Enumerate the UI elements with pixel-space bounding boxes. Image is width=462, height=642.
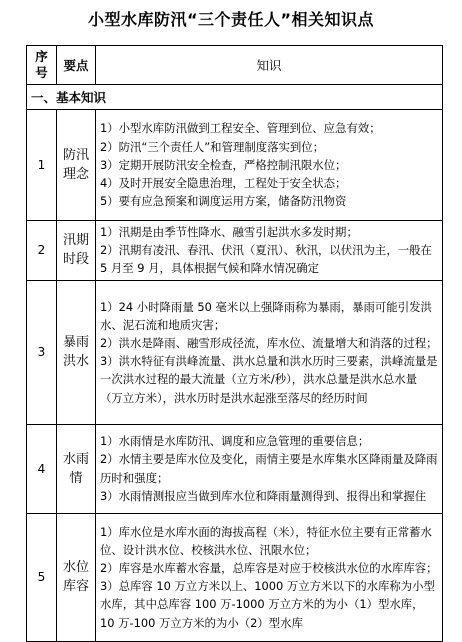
table-row: [27, 424, 443, 513]
table-header-row: [27, 46, 443, 85]
row-content: [96, 424, 443, 513]
row-number: 4: [27, 424, 57, 513]
content-line: 1）水雨情是水库防汛、调度和应急管理的重要信息；: [100, 434, 370, 449]
row-key-line: 情: [69, 470, 83, 486]
section-row: [27, 85, 443, 110]
knowledge-table: [26, 45, 443, 642]
content-line: 3）洪水特征有洪峰流量、洪水总量和洪水历时三要素，洪峰流量是一次洪水过程的最大流量（立方米/秒），洪水总量是洪水总水量（万立方米），洪水历时是洪水起涨至落尽的经历时间: [100, 354, 438, 405]
table-row: [27, 280, 443, 424]
row-key-line: 库容: [62, 579, 89, 595]
row-number: 5: [27, 513, 57, 641]
row-number: 3: [27, 280, 57, 424]
row-key: [57, 110, 96, 221]
row-key-line: 洪水: [62, 354, 89, 370]
content-line: 2）水情主要是库水位及变化，雨情主要是水库集水区降雨量及降雨历时和强度；: [100, 452, 438, 485]
section-title: 一、基本知识: [27, 85, 443, 110]
page-title: 小型水库防汛“三个责任人”相关知识点: [87, 10, 375, 29]
content-line: 1）24 小时降雨量 50 毫米以上强降雨称为暴雨，暴雨可能引发洪水、泥石流和地质灾害；: [100, 299, 432, 332]
row-content: [96, 513, 443, 641]
content-line: 2）汛期有凌汛、春汛、伏汛（夏汛）、秋汛，以伏汛为主，一般在 5 月至 9 月，具体根据气候和降水情况确定: [100, 243, 432, 276]
row-number: 2: [27, 221, 57, 281]
content-line: 3）定期开展防汛安全检查，严格控制汛限水位；: [100, 157, 347, 172]
content-line: 3）水雨情测报应当做到库水位和降雨量测得到、报得出和掌握住: [100, 488, 427, 503]
row-key: [57, 513, 96, 641]
row-number: 1: [27, 110, 57, 221]
header-seq: [27, 46, 57, 85]
content-line: 1）库水位是水库水面的海拔高程（米），特征水位主要有正常蓄水位、设计洪水位、校核洪水位、汛限水位；: [100, 524, 432, 557]
row-key-line: 水位: [62, 560, 89, 576]
table-row: [27, 110, 443, 221]
table-row: [27, 221, 443, 281]
header-key: 要点: [57, 46, 96, 85]
table-row: [27, 513, 443, 641]
content-line: 5）要有应急预案和调度运用方案，储备防汛物资: [100, 194, 347, 209]
row-key-line: 理念: [62, 167, 89, 182]
row-key-line: 水雨: [62, 451, 89, 467]
row-key: [57, 424, 96, 513]
row-key-line: 防汛: [62, 148, 89, 163]
content-line: 2）库容是水库蓄水容量，总库容是对应于校核洪水位的水库库容；: [100, 560, 438, 575]
content-line: 2）洪水是降雨、融雪形成径流，库水位、流量增大和消落的过程；: [100, 335, 438, 350]
row-key-line: 暴雨: [62, 335, 89, 351]
row-content: [96, 221, 443, 281]
row-key-line: 时段: [62, 252, 89, 268]
row-content: [96, 110, 443, 221]
row-key-line: 汛期: [62, 233, 89, 249]
content-line: 1）汛期是由季节性降水、融雪引起洪水多发时期；: [100, 225, 358, 239]
content-line: 2）防汛“三个责任人”和管理制度落实到位；: [100, 139, 325, 154]
content-line: 4）及时开展安全隐患治理，工程处于安全状态；: [100, 176, 347, 191]
content-line: 3）总库容 10 万立方米以上、1000 万立方米以下的水库称为小型水库，其中总库容 100 万-1000 万立方米的为小（1）型水库，10 万-100 万立方米的为小（2）型水库: [100, 579, 435, 630]
header-seq-line-2: 号: [35, 65, 48, 80]
header-knowledge: 知识: [96, 46, 443, 85]
header-seq-line-1: 序: [35, 49, 48, 64]
row-key: [57, 280, 96, 424]
row-key: [57, 221, 96, 281]
content-line: 1）小型水库防汛做到工程安全、管理到位、应急有效；: [100, 121, 381, 136]
row-content: [96, 280, 443, 424]
